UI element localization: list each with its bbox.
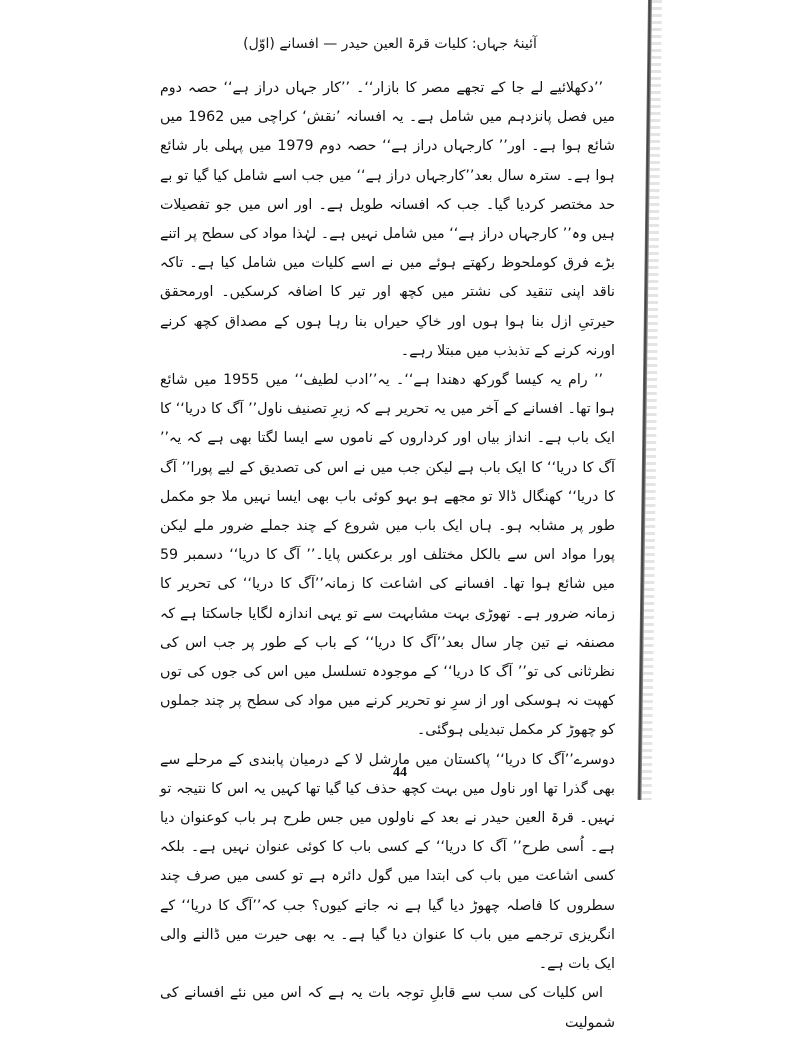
- running-header: آئینۂ جہاں: کلیات قرۃ العین حیدر — افسانے (اوّل): [243, 36, 537, 52]
- page-number: 44: [393, 765, 407, 780]
- paragraph: دوسرے’’آگ کا دریا‘‘ پاکستان میں مارشل لا کے درمیان پابندی کے مرحلے سے بھی گذرا تھا اور ناول میں بہت کچھ حذف کیا گیا تھا کہیں یہ اس کا نتیجہ تو نہیں۔ قرۃ العین حیدر نے بعد کے ناولوں میں جس طرح ہر باب کوعنوان دیا ہے۔ اُسی طرح’’ آگ کا دریا‘‘ کے کسی باب کا کوئی عنوان نہیں ہے۔ بلکہ کسی اشاعت میں باب کی ابتدا میں گول دائرہ ہے تو کسی میں صرف چند سطروں کا فاصلہ چھوڑ دیا گیا ہے نہ جانے کیوں؟ جب کہ’’آگ کا دریا‘‘ کے انگریزی ترجمے میں باب کا عنوان دیا گیا ہے۔ یہ بھی حیرت میں ڈالنے والی ایک بات ہے۔: [160, 751, 615, 973]
- body-text: [160, 74, 615, 1038]
- paragraph: ’’دکھلائیے لے جا کے تجھے مصر کا بازار‘‘۔ ’’کار جہاں دراز ہے‘‘ حصہ دوم میں فصل پانزدہم میں شامل ہے۔ یہ افسانہ ’نقش‘ کراچی میں 1962 میں شائع ہوا ہے۔ اور’’ کارجہاں دراز ہے‘‘ حصہ دوم 1979 میں پہلی بار شائع ہوا ہے۔ سترہ سال بعد’’کارجہاں دراز ہے‘‘ میں جب اسے شامل کیا گیا تو بے حد مختصر کردیا گیا۔ جب کہ افسانہ طویل ہے۔ اور اس میں جو تفصیلات ہیں وہ’’ کارجہاں دراز ہے‘‘ میں شامل نہیں ہے۔ لہٰذا مواد کی سطح پر اتنے بڑے فرق کوملحوظ رکھتے ہوئے میں نے اسے کلیات میں شامل کیا ہے۔ تاکہ ناقد اپنی تنقید کی نشتر میں کچھ اور تیر کا اضافہ کرسکیں۔ اورمحقق حیرتیِ ازل بنا ہوا ہوں اور خاکِ حیراں بنا رہا ہوں کے مصداق کچھ کرنے اورنہ کرنے کے تذبذب میں مبتلا رہے۔: [160, 80, 615, 359]
- paragraph: اس کلیات کی سب سے قابلِ توجہ بات یہ ہے کہ اس میں نئے افسانے کی شمولیت: [160, 985, 615, 1031]
- paragraph: ’’ رام یہ کیسا گورکھ دھندا ہے‘‘۔ یہ’’ادب لطیف‘‘ میں 1955 میں شائع ہوا تھا۔ افسانے کے آخر میں یہ تحریر ہے کہ زیرِ تصنیف ناول’’ آگ کا دریا‘‘ کا ایک باب ہے۔ انداز بیاں اور کرداروں کے ناموں سے ایسا لگتا بھی ہے کہ یہ’’ آگ کا دریا‘‘ کا ایک باب ہے لیکن جب میں نے اس کی تصدیق کے لیے پورا’’ آگ کا دریا‘‘ کھنگال ڈالا تو مجھے ہو بہو کوئی باب بھی ایسا نہیں ملا جو مکمل طور پر مشابہ ہو۔ ہاں ایک باب میں شروع کے چند جملے ضرور ملے لیکن پورا مواد اس سے بالکل مختلف اور برعکس پایا۔’’ آگ کا دریا‘‘ دسمبر 59 میں شائع ہوا تھا۔ افسانے کی اشاعت کا زمانہ’’آگ کا دریا‘‘ کی تحریر کا زمانہ ضرور ہے۔ تھوڑی بہت مشابہت سے تو یہی اندازہ لگایا جاسکتا ہے کہ مصنفہ نے تین چار سال بعد’’آگ کا دریا‘‘ کے باب کے طور پر جب اس کی نظرثانی کی تو’’ آگ کا دریا‘‘ کے موجودہ تسلسل میں اس کی جوں کی توں کھپت نہ ہوسکی اور از سرِ نو تحریر کرنے میں مواد کی سطح پر چند جملوں کو چھوڑ کر مکمل تبدیلی ہوگئی۔: [160, 372, 615, 739]
